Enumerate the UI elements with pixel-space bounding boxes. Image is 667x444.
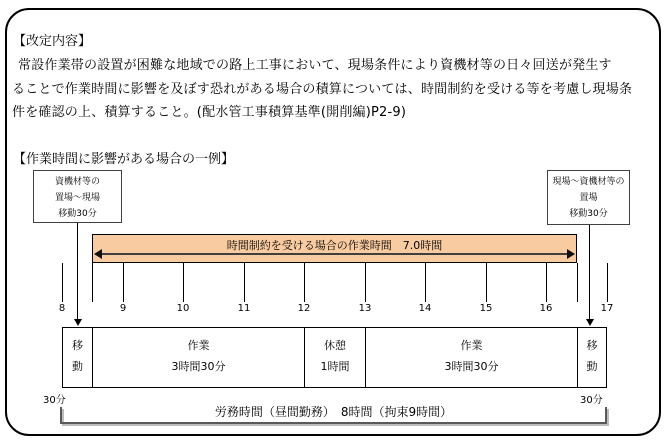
hour-label-15: 15	[479, 303, 493, 314]
span-arrow-line	[99, 253, 570, 255]
axis-tick	[546, 263, 547, 302]
axis-tick	[123, 263, 124, 302]
cell-text: 移	[586, 339, 598, 352]
hour-label-9: 9	[119, 303, 127, 314]
right-connector-line	[589, 225, 590, 320]
constrained-worktime-bar	[92, 234, 577, 263]
hour-label-10: 10	[176, 303, 190, 314]
right-note-line-2: 置場	[579, 193, 598, 203]
revision-body-line-2: ることで作業時間に影響を及ぼす恐れがある場合の積算については、時間制約を受ける等を考慮し現場条	[12, 82, 633, 97]
hour-label-11: 11	[237, 303, 251, 314]
span-arrow-left-head-icon	[94, 249, 102, 259]
axis-tick	[183, 263, 184, 302]
hour-label-17: 17	[600, 303, 614, 314]
right-note-line-3: 移動30分	[569, 209, 608, 219]
cell-text: 動	[586, 360, 598, 373]
cell-text: 休憩	[324, 339, 346, 352]
right-30min-label: 30分	[580, 395, 603, 406]
revision-body-line-1: 常設作業帯の設置が困難な地域での路上工事において、現場条件により資機材等の日々回送が発生す	[18, 58, 612, 73]
axis-tick	[577, 263, 578, 302]
left-connector-arrowhead-icon	[74, 319, 82, 326]
cell-text: 3時間30分	[444, 360, 499, 373]
span-arrow-right-head-icon	[567, 249, 575, 259]
right-note-line-1: 現場～資機材等の	[552, 177, 625, 187]
axis-tick	[365, 263, 366, 302]
schedule-cell-work-pm	[366, 328, 578, 387]
schedule-cell-move-pm	[578, 328, 606, 387]
daily-schedule-table	[62, 327, 607, 388]
axis-tick	[304, 263, 305, 302]
left-connector-line	[77, 223, 78, 320]
schedule-cell-break	[305, 328, 366, 387]
axis-tick	[62, 263, 63, 302]
hour-label-16: 16	[539, 303, 553, 314]
hour-label-8: 8	[58, 303, 66, 314]
axis-tick	[425, 263, 426, 302]
cell-text: 動	[72, 360, 83, 373]
axis-tick	[607, 263, 608, 302]
hour-label-14: 14	[418, 303, 432, 314]
constrained-worktime-label: 時間制約を受ける場合の作業時間 7.0時間	[226, 239, 443, 252]
right-transport-note-box	[547, 170, 630, 225]
axis-tick	[244, 263, 245, 302]
cell-text: 3時間30分	[171, 360, 226, 373]
axis-tick	[486, 263, 487, 302]
cell-text: 作業	[187, 339, 210, 352]
right-connector-arrowhead-icon	[586, 319, 594, 326]
axis-tick	[92, 263, 93, 302]
hour-label-12: 12	[297, 303, 311, 314]
left-30min-label: 30分	[43, 395, 66, 406]
left-note-line-3: 移動30分	[58, 209, 97, 219]
hour-label-13: 13	[358, 303, 372, 314]
cell-text: 作業	[460, 339, 483, 352]
left-note-line-1: 資機材等の	[54, 177, 100, 187]
revision-section-title: 【改定内容】	[13, 34, 92, 49]
left-transport-note-box	[33, 170, 122, 223]
labor-time-label: 労務時間（昼間勤務） 8時間（拘束9時間）	[214, 405, 453, 419]
revision-body-line-3: 件を確認の上、積算すること。(配水管工事積算基準(開削編)P2-9)	[12, 105, 407, 120]
cell-text: 1時間	[320, 360, 350, 373]
cell-text: 移	[72, 339, 83, 352]
example-section-heading: 【作業時間に影響がある場合の一例】	[13, 152, 235, 167]
schedule-cell-work-am	[93, 328, 305, 387]
left-note-line-2: 置場～現場	[54, 193, 100, 203]
schedule-cell-move-am	[63, 328, 93, 387]
